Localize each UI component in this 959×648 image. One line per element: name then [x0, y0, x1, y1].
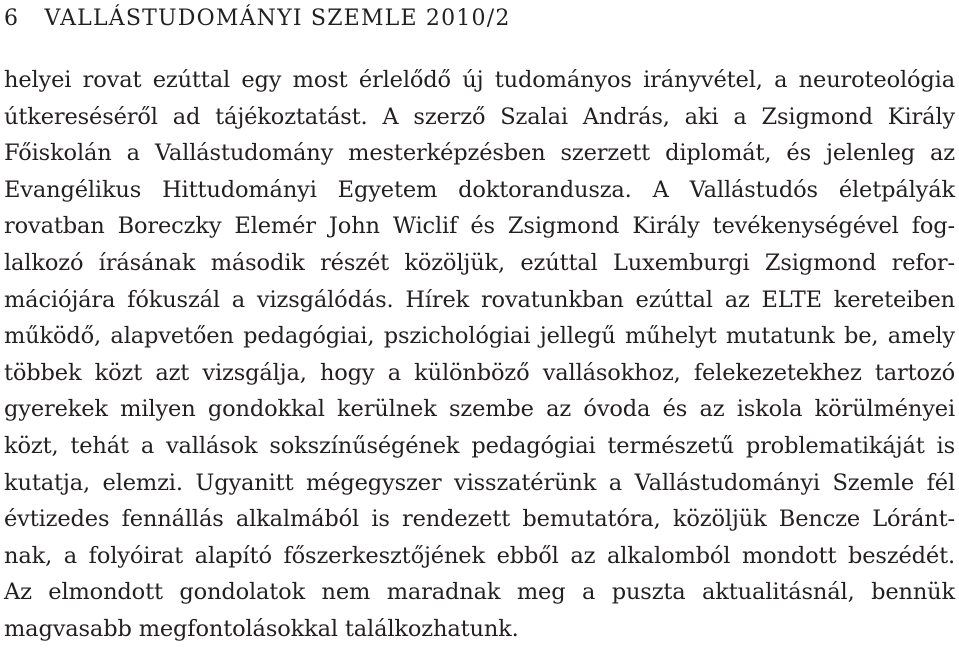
text-line: útkereséséről ad tájékoztatást. A szerző Szalai András, aki a Zsigmond Király: [4, 103, 955, 130]
text-line: helyei rovat ezúttal egy most érlelődő új tudományos irányvétel, a neuroteológia: [4, 67, 955, 93]
journal-title: VALLÁSTUDOMÁNYI SZEMLE 2010/2: [44, 6, 511, 31]
text-line: Evangélikus Hittudományi Egyetem doktorandusza. A Vallástudós életpályák: [4, 176, 955, 203]
page-number: 6: [4, 6, 19, 31]
text-line: mációjára fókuszál a vizsgálódás. Hírek rovatunkban ezúttal az ELTE kereteiben: [4, 286, 955, 313]
text-line: lalkozó írásának második részét közöljük, ezúttal Luxemburgi Zsigmond refor-: [4, 249, 955, 276]
text-line: többek közt azt vizsgálja, hogy a különböző vallásokhoz, felekezetekhez tartozó: [4, 359, 955, 386]
text-line: rovatban Boreczky Elemér John Wiclif és Zsigmond Király tevékenységével fog-: [4, 213, 955, 240]
running-header: [4, 6, 511, 36]
text-line: nak, a folyóirat alapító főszerkesztőjének ebből az alkalomból mondott beszédét.: [4, 542, 955, 569]
text-line: Főiskolán a Vallástudomány mesterképzésben szerzett diplomát, és jelenleg az: [4, 140, 955, 167]
text-line: Az elmondott gondolatok nem maradnak meg a puszta aktualitásnál, bennük: [4, 579, 955, 606]
document-page: [4, 0, 955, 645]
text-line: magvasabb megfontolásokkal találkozhatunk.: [4, 615, 519, 642]
body-paragraph: [4, 62, 955, 648]
text-line: gyerekek milyen gondokkal kerülnek szembe az óvoda és az iskola körülményei: [4, 396, 955, 423]
text-line: kutatja, elemzi. Ugyanitt mégegyszer visszatérünk a Vallástudományi Szemle fél: [4, 469, 955, 496]
text-line: működő, alapvetően pedagógiai, pszichológiai jellegű műhelyt mutatunk be, amely: [4, 323, 955, 350]
text-line: közt, tehát a vallások sokszínűségének pedagógiai természetű problematikáját is: [4, 432, 955, 459]
text-line: évtizedes fennállás alkalmából is rendezett bemutatóra, közöljük Bencze Lóránt-: [4, 506, 955, 533]
